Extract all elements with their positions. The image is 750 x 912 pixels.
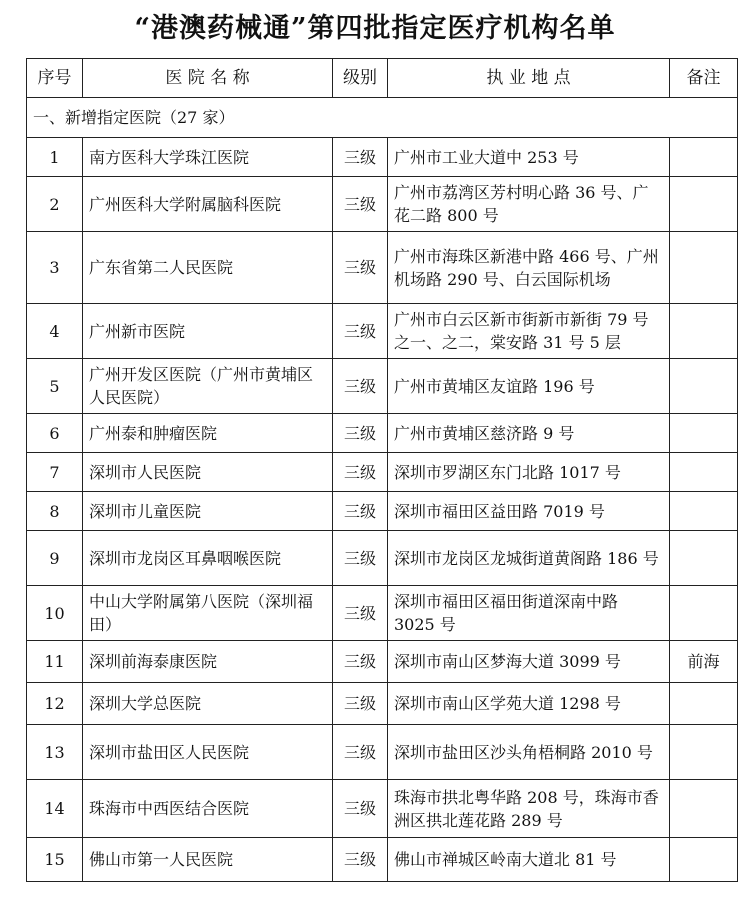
table-row (27, 492, 738, 531)
table-row (27, 304, 738, 359)
row-note (670, 138, 738, 177)
row-no: 2 (27, 177, 83, 232)
row-note (670, 453, 738, 492)
row-level: 三级 (333, 780, 388, 838)
row-name: 广州新市医院 (83, 304, 333, 359)
row-level: 三级 (333, 492, 388, 531)
row-address: 广州市荔湾区芳村明心路 36 号、广花二路 800 号 (388, 177, 670, 232)
table-row (27, 138, 738, 177)
row-name: 广东省第二人民医院 (83, 232, 333, 304)
row-level: 三级 (333, 359, 388, 414)
table-row (27, 232, 738, 304)
table-row (27, 838, 738, 882)
row-address: 深圳市罗湖区东门北路 1017 号 (388, 453, 670, 492)
row-note (670, 304, 738, 359)
section-row (27, 98, 738, 138)
table-row (27, 414, 738, 453)
row-address: 深圳市南山区学苑大道 1298 号 (388, 683, 670, 725)
row-name: 南方医科大学珠江医院 (83, 138, 333, 177)
row-level: 三级 (333, 177, 388, 232)
row-name: 深圳前海泰康医院 (83, 641, 333, 683)
row-name: 中山大学附属第八医院（深圳福田） (83, 586, 333, 641)
row-address: 深圳市盐田区沙头角梧桐路 2010 号 (388, 725, 670, 780)
row-note (670, 359, 738, 414)
table-row (27, 177, 738, 232)
row-level: 三级 (333, 683, 388, 725)
row-level: 三级 (333, 138, 388, 177)
row-level: 三级 (333, 641, 388, 683)
row-name: 深圳大学总医院 (83, 683, 333, 725)
row-note (670, 177, 738, 232)
table-row (27, 683, 738, 725)
header-no: 序号 (27, 59, 83, 98)
row-no: 9 (27, 531, 83, 586)
row-level: 三级 (333, 586, 388, 641)
row-address: 佛山市禅城区岭南大道北 81 号 (388, 838, 670, 882)
header-row (27, 59, 738, 98)
row-level: 三级 (333, 725, 388, 780)
header-level: 级别 (333, 59, 388, 98)
row-level: 三级 (333, 453, 388, 492)
row-address: 深圳市龙岗区龙城街道黄阁路 186 号 (388, 531, 670, 586)
table-row (27, 359, 738, 414)
row-no: 11 (27, 641, 83, 683)
row-no: 6 (27, 414, 83, 453)
table-row (27, 586, 738, 641)
header-name: 医 院 名 称 (83, 59, 333, 98)
row-note (670, 683, 738, 725)
row-name: 广州医科大学附属脑科医院 (83, 177, 333, 232)
row-level: 三级 (333, 232, 388, 304)
page-title: “港澳药械通”第四批指定医疗机构名单 (134, 13, 616, 44)
table-row (27, 531, 738, 586)
row-note (670, 414, 738, 453)
header-address: 执 业 地 点 (388, 59, 670, 98)
row-name: 深圳市龙岗区耳鼻咽喉医院 (83, 531, 333, 586)
row-no: 4 (27, 304, 83, 359)
row-no: 3 (27, 232, 83, 304)
row-note (670, 838, 738, 882)
row-level: 三级 (333, 531, 388, 586)
row-no: 7 (27, 453, 83, 492)
row-address: 广州市黄埔区慈济路 9 号 (388, 414, 670, 453)
row-level: 三级 (333, 414, 388, 453)
row-no: 8 (27, 492, 83, 531)
row-name: 深圳市人民医院 (83, 453, 333, 492)
row-note (670, 725, 738, 780)
row-note: 前海 (670, 641, 738, 683)
row-address: 广州市海珠区新港中路 466 号、广州机场路 290 号、白云国际机场 (388, 232, 670, 304)
row-note (670, 586, 738, 641)
table-row (27, 453, 738, 492)
row-note (670, 780, 738, 838)
row-name: 广州泰和肿瘤医院 (83, 414, 333, 453)
row-address: 深圳市南山区梦海大道 3099 号 (388, 641, 670, 683)
row-address: 深圳市福田区福田街道深南中路 3025 号 (388, 586, 670, 641)
row-address: 深圳市福田区益田路 7019 号 (388, 492, 670, 531)
row-level: 三级 (333, 838, 388, 882)
hospital-table (26, 58, 738, 882)
row-note (670, 492, 738, 531)
row-name: 深圳市盐田区人民医院 (83, 725, 333, 780)
row-name: 珠海市中西医结合医院 (83, 780, 333, 838)
row-address: 广州市工业大道中 253 号 (388, 138, 670, 177)
row-address: 广州市白云区新市街新市新街 79 号之一、之二，棠安路 31 号 5 层 (388, 304, 670, 359)
row-level: 三级 (333, 304, 388, 359)
row-name: 深圳市儿童医院 (83, 492, 333, 531)
row-no: 10 (27, 586, 83, 641)
row-no: 1 (27, 138, 83, 177)
row-address: 广州市黄埔区友谊路 196 号 (388, 359, 670, 414)
row-name: 广州开发区医院（广州市黄埔区人民医院） (83, 359, 333, 414)
table-row (27, 641, 738, 683)
header-note: 备注 (670, 59, 738, 98)
row-no: 5 (27, 359, 83, 414)
row-no: 13 (27, 725, 83, 780)
row-note (670, 232, 738, 304)
row-no: 12 (27, 683, 83, 725)
section-title: 一、新增指定医院（27 家） (27, 98, 738, 138)
row-name: 佛山市第一人民医院 (83, 838, 333, 882)
table-row (27, 780, 738, 838)
row-note (670, 531, 738, 586)
table-row (27, 725, 738, 780)
row-address: 珠海市拱北粤华路 208 号，珠海市香洲区拱北莲花路 289 号 (388, 780, 670, 838)
row-no: 14 (27, 780, 83, 838)
row-no: 15 (27, 838, 83, 882)
